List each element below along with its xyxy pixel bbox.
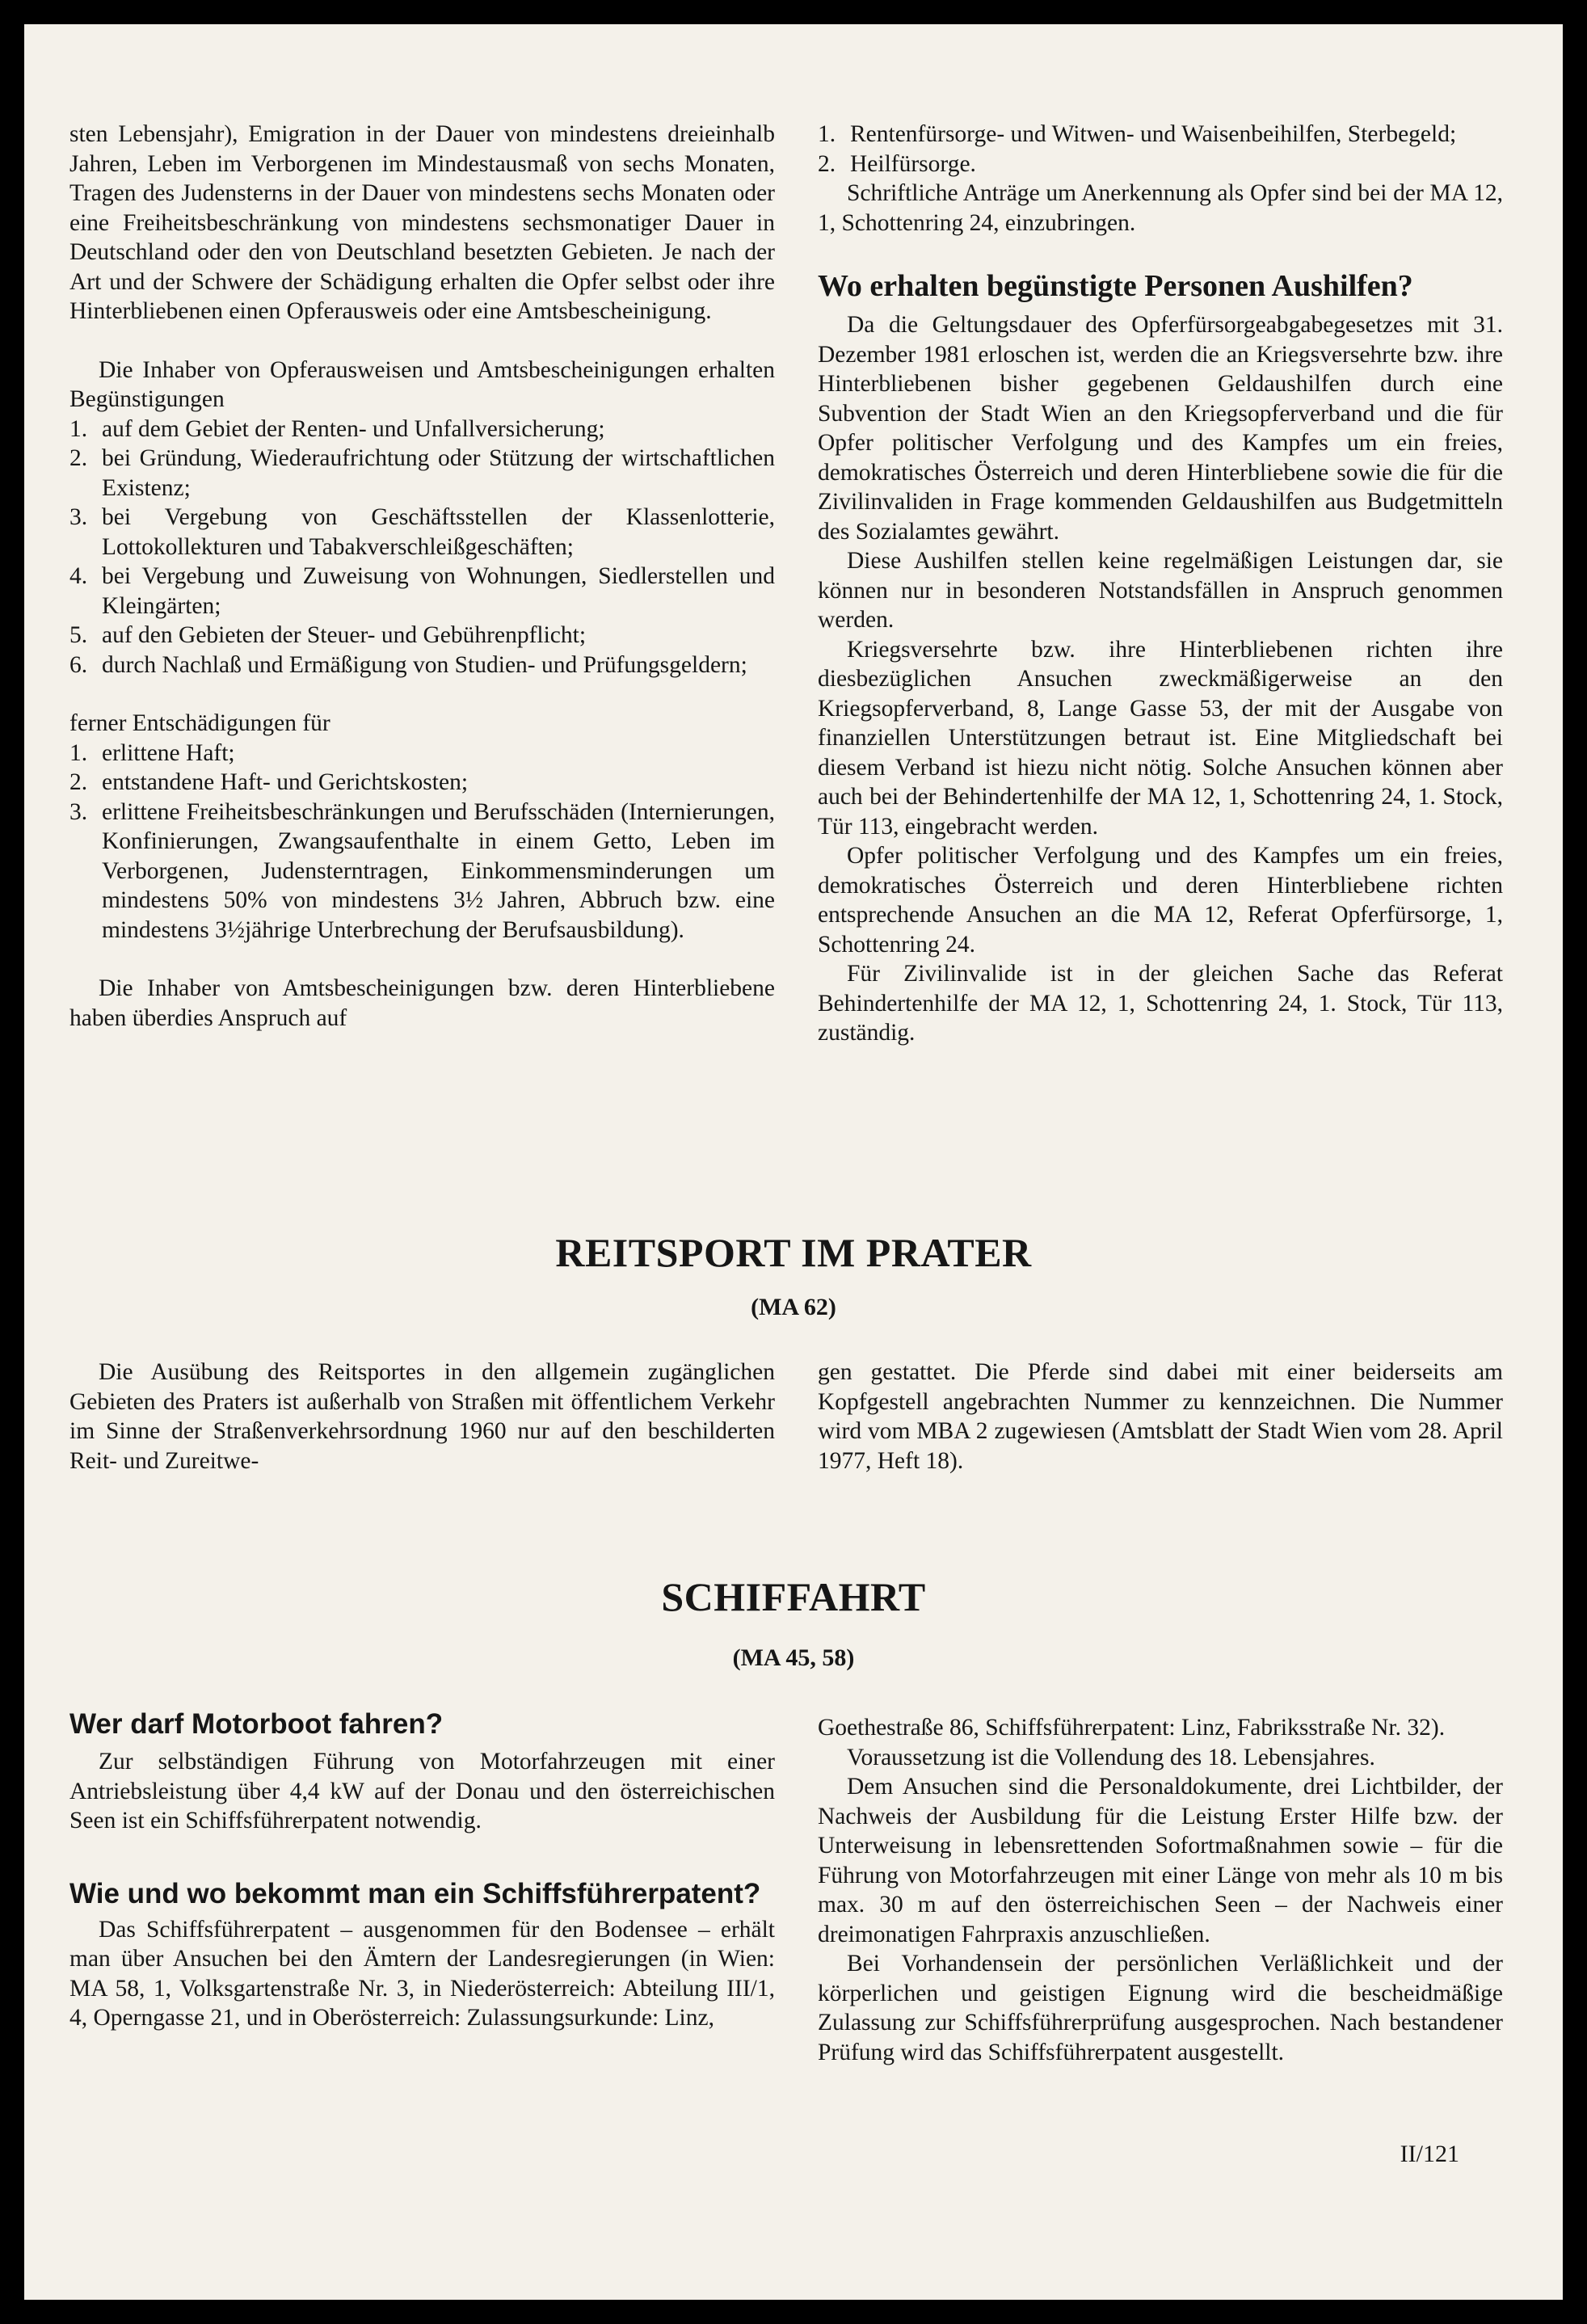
opfer-right-column (818, 120, 1503, 1048)
patent-heading: Wie und wo bekommt man ein Schiffsführerpatent? (69, 1877, 761, 1909)
aushilfen-paragraph: Kriegsversehrte bzw. ihre Hinterbliebenen richten ihre diesbezüglichen Ansuchen zweckmäßigerweise an den Kriegsopferverband, 8, Lange Gasse 53, der mit der Ausgabe von finanziellen Unterstützungen betraut ist. Eine Mitgliedschaft bei diesem Verband ist hiezu nicht nötig. Solche Ansuchen können aber auch bei der Behindertenhilfe der MA 12, 1, Schottenring 24, 1. Stock, Tür 113, eingebracht werden. (818, 636, 1503, 840)
opfer-intro-paragraph: sten Lebensjahr), Emigration in der Dauer von mindestens dreieinhalb Jahren, Leben im Verborgenen im Mindestausmaß von sechs Monaten, Tragen des Judensterns in der Dauer von mindestens sechs Monaten oder eine Freiheitsbeschränkung von mindestens sechsmonatiger Dauer in Deutschland oder den von Deutschland besetzten Gebieten. Je nach der Art und der Schwere der Schädigung erhalten die Opfer selbst oder ihre Hinterbliebenen einen Opferausweis oder eine Amtsbescheinigung. (69, 121, 775, 324)
list-item: 4. bei Vergebung und Zuweisung von Wohnungen, Siedlerstellen und Kleingärten; (69, 563, 775, 619)
aushilfen-paragraph: Opfer politischer Verfolgung und des Kampfes um ein freies, demokratisches Österreich und deren Hinterbliebene richten entsprechende Ansuchen an die MA 12, Referat Opferfürsorge, 1, Schottenring 24. (818, 843, 1503, 958)
list-item: 5. auf den Gebieten der Steuer- und Gebührenpflicht; (69, 622, 587, 648)
schiffahrt-left-column (69, 1707, 775, 2033)
reitsport-subtitle: (MA 62) (751, 1294, 836, 1320)
documents-paragraph: Dem Ansuchen sind die Personaldokumente, drei Lichtbilder, der Nachweis der Ausbildung für die Leistung Erster Hilfe bzw. der Unterweisung in lebensrettenden Sofortmaßnahmen sowie – für die Führung von Motorfahrzeugen mit einer Länge von mehr als 10 m bis max. 30 m auf den österreichischen Seen – der Nachweis einer dreimonatigen Fahrpraxis anzuschließen. (818, 1774, 1503, 1947)
motorboot-paragraph: Zur selbständigen Führung von Motorfahrzeugen mit einer Antriebsleistung über 4,4 kW auf der Donau und den österreichischen Seen ist ein Schiffsführerpatent notwendig. (69, 1749, 775, 1834)
exam-paragraph: Bei Vorhandensein der persönlichen Verläßlichkeit und der körperlichen und geistigen Eignung wird die bescheidmäßige Zulassung zur Schiffsführerprüfung ausgesprochen. Nach bestandener Prüfung wird das Schiffsführerpatent ausgestellt. (818, 1951, 1503, 2065)
compensation-list (69, 739, 775, 945)
claims-list (818, 120, 1503, 179)
patent-paragraph-continued: Goethestraße 86, Schiffsführerpatent: Linz, Fabriksstraße Nr. 32). (818, 1715, 1446, 1741)
list-item: 2. bei Gründung, Wiederaufrichtung oder Stützung der wirtschaftlichen Existenz; (69, 445, 775, 501)
aushilfen-paragraph: Diese Aushilfen stellen keine regelmäßigen Leistungen dar, sie können nur in besonderen Notstandsfällen in Anspruch genommen werden. (818, 548, 1503, 633)
reitsport-left-column (69, 1358, 775, 1476)
application-paragraph: Schriftliche Anträge um Anerkennung als Opfer sind bei der MA 12, 1, Schottenring 24, einzubringen. (818, 180, 1503, 236)
motorboot-heading: Wer darf Motorboot fahren? (69, 1708, 444, 1740)
schiffahrt-right-column (818, 1713, 1503, 2067)
list-item: 3. erlittene Freiheitsbeschränkungen und Berufsschäden (Internierungen, Konfinierungen, Zwangsaufenthalte in einem Getto, Leben im Verborgenen, Judensterntragen, Einkommensminderungen um mindestens 50% von mindestens 3½ Jahren, Abbruch bzw. eine mindestens 3½jährige Unterbrechung der Berufsausbildung). (69, 798, 775, 943)
list-item: 2. entstandene Haft- und Gerichtskosten; (69, 769, 469, 795)
list-item: 6. durch Nachlaß und Ermäßigung von Studien- und Prüfungsgeldern; (69, 651, 747, 678)
list-item: 1. erlittene Haft; (69, 739, 235, 766)
list-item: 1. auf dem Gebiet der Renten- und Unfallversicherung; (69, 415, 605, 442)
reitsport-title: REITSPORT IM PRATER (555, 1230, 1032, 1275)
age-requirement-paragraph: Voraussetzung ist die Vollendung des 18. Lebensjahres. (847, 1744, 1375, 1770)
opfer-left-column (69, 120, 775, 1033)
aushilfen-paragraph: Für Zivilinvalide ist in der gleichen Sache das Referat Behindertenhilfe der MA 12, 1, Schottenring 24, 1. Stock, Tür 113, zuständig. (818, 961, 1503, 1046)
amtsbescheinigung-paragraph: Die Inhaber von Amtsbescheinigungen bzw. deren Hinterbliebene haben überdies Anspruch auf (69, 975, 775, 1031)
benefits-intro: Die Inhaber von Opferausweisen und Amtsbescheinigungen erhalten Begünstigungen (69, 356, 775, 412)
document-page (24, 24, 1563, 2300)
page-number: II/121 (1400, 2141, 1459, 2167)
schiffahrt-subtitle: (MA 45, 58) (732, 1644, 855, 1671)
list-item: 1. Rentenfürsorge- und Witwen- und Waisenbeihilfen, Sterbegeld; (818, 121, 1457, 147)
aushilfen-paragraph: Da die Geltungsdauer des Opferfürsorgeabgabegesetzes mit 31. Dezember 1981 erloschen ist, werden die an Kriegsversehrte bzw. ihre Hinterbliebenen bisher gegebenen Geldaushilfen durch eine Subvention der Stadt Wien an den Kriegsopferverband und die für Opfer politischer Verfolgung und des Kampfes um ein freies, demokratisches Österreich und deren Hinterbliebene sowie die für die Zivilinvaliden in Frage kommenden Geldaushilfen aus Budgetmitteln des Sozialamtes gewährt. (818, 312, 1503, 545)
reitsport-right-column (818, 1358, 1503, 1476)
list-item: 3. bei Vergebung von Geschäftsstellen der Klassenlotterie, Lottokollekturen und Tabakverschleißgeschäften; (69, 504, 775, 560)
patent-paragraph: Das Schiffsführerpatent – ausgenommen für den Bodensee – erhält man über Ansuchen bei den Ämtern der Landesregierungen (in Wien: MA 58, 1, Volksgartenstraße Nr. 3, in Niederösterreich: Abteilung III/1, 4, Operngasse 21, und in Oberösterreich: Zulassungsurkunde: Linz, (69, 1916, 775, 2031)
schiffahrt-title: SCHIFFAHRT (661, 1574, 926, 1619)
reitsport-paragraph: Die Ausübung des Reitsportes in den allgemein zugänglichen Gebieten des Praters ist außerhalb von Straßen mit öffentlichem Verkehr im Sinne der Straßenverkehrsordnung 1960 nur auf den beschilderten Reit- und Zureitwe- (69, 1359, 775, 1474)
reitsport-paragraph-continued: gen gestattet. Die Pferde sind dabei mit einer beiderseits am Kopfgestell angebrachten Nummer zu kennzeichnen. Die Nummer wird vom MBA 2 zugewiesen (Amtsblatt der Stadt Wien vom 28. April 1977, Heft 18). (818, 1359, 1503, 1474)
compensation-intro: ferner Entschädigungen für (69, 710, 330, 736)
list-item: 2. Heilfürsorge. (818, 150, 976, 177)
benefits-list (69, 415, 775, 680)
aushilfen-heading: Wo erhalten begünstigte Personen Aushilfen? (818, 269, 1413, 303)
